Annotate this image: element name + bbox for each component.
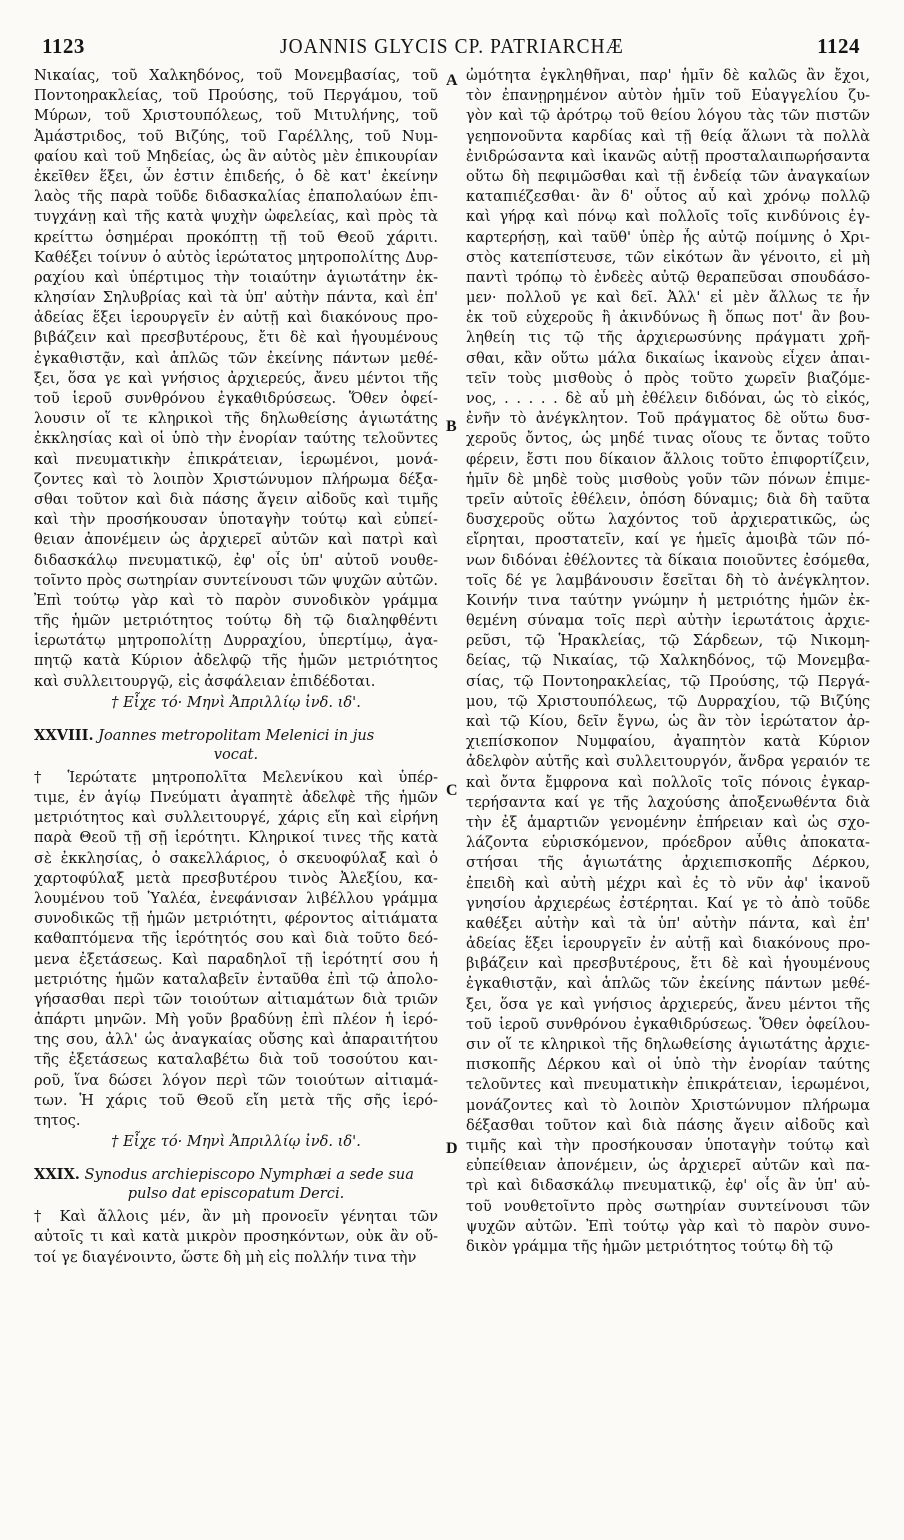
text-line: στήσαι τῆς ἁγιωτάτης ἀρχιεπισκοπῆς Δέρκου, <box>466 854 870 872</box>
section-title-cont: vocat. <box>213 745 259 763</box>
text-line: δυσχεροῦς οὕτω λαχόντος τοῦ ἀρχιερατικῶς, ὡς <box>466 511 870 529</box>
section-title-cont: pulso dat episcopatum Derci. <box>127 1185 345 1203</box>
text-line: κλησίαν Σηλυβρίας καὶ τὰ ὑπ' αὐτὴν πάντα, καὶ ἐπ' <box>34 289 438 307</box>
text-line: ξει, ὅσα γε καὶ γνήσιος ἀρχιερεύς, ἄνευ μέντοι τῆς <box>34 369 438 387</box>
section-number: XXIX. <box>34 1166 80 1184</box>
text-line: μετριότης ἡμῶν καταλαβεῖν ἐνταῦθα ἐπὶ τῷ ἀπολο- <box>34 970 438 988</box>
text-line: † Καὶ ἄλλοις μέν, ἂν μὴ προνοεῖν γένηται τῶν <box>34 1208 438 1226</box>
text-line: γνησίου ἀρχιερέως ἐστέρηται. Καί γε τὸ ἀπὸ τοῦδε <box>466 894 870 912</box>
text-line: λουμένου τοῦ Ὑαλέα, ἐνεφάνισαν λιβέλλου γράμμα <box>34 889 438 907</box>
text-line: συνοδικῶς τῇ ἡμῶν μετριότητι, φέροντος αἰτιάματα <box>34 910 438 928</box>
left-text-block-1 <box>34 66 438 692</box>
text-line: καρτερήσῃ, καὶ ταῦθ' ὑπὲρ ἧς αὐτῷ ποίμνης ὁ Χρι- <box>466 228 870 246</box>
text-line: στὸς κατεπίστευσε, τῶν εἰκότων ἂν γένοιτο, εἰ μὴ <box>466 248 870 266</box>
text-line: πισκοπῆς Δέρκου καὶ οἱ ὑπὸ τὴν ἐνορίαν ταύτης <box>466 1056 870 1074</box>
text-line: τυγχάνῃ καὶ τῆς κατὰ ψυχὴν ὠφελείας, καὶ πρὸς τὰ <box>34 208 438 226</box>
margin-marker-c: C <box>446 782 458 799</box>
text-line: νος, . . . . . δὲ αὖ μὴ ἐθέλειν διδόναι, ὡς τὸ εἰκός, <box>466 390 870 407</box>
text-line: ρεῦσι, τῷ Ἡρακλείας, τῷ Σάρδεων, τῷ Νικομη- <box>466 632 870 650</box>
text-line: τρεῖν αὐτοῖς ἐθέλειν, ὁπόση δύναμις; διὰ δὴ ταῦτα <box>466 490 870 508</box>
text-line: ἐνῆν τὸ ἀνέγκλητον. Τοῦ πράγματος δὲ οὕτω δυσ- <box>466 410 870 428</box>
text-line: ἐκκλησίας καὶ οἱ ὑπὸ τὴν ἐνορίαν ταύτης τελοῦντες <box>34 430 438 448</box>
text-line: εὐπείθειαν ἀπονέμειν, ὡς ἀρχιερεῖ αὐτῶν καὶ πα- <box>466 1157 870 1175</box>
text-line: ἐκ τοῦ εὐχεροῦς ἢ ἀκινδύνως ἢ ὅπως ποτ' ἂν βου- <box>466 309 870 327</box>
text-line: λάζοντα εὑρισκόμενον, πρόεδρον αὖθις ἀποκατα- <box>466 834 870 852</box>
text-line: χαρτοφύλαξ μετὰ πρεσβυτέρου τινὸς Ἀλεξίου, κα- <box>34 869 438 887</box>
text-line: τοῦ νουθετοῖντο πρὸς σωτηρίαν συντείνουσι τῶν <box>466 1197 870 1215</box>
text-line: νων διδόναι ἐθέλοντες τὰ δίκαια ποιοῦντες ἐσόμεθα, <box>466 551 870 569</box>
text-line: οὕτω δὴ πεφιμῶσθαι καὶ τῇ ἐνδείᾳ τῶν ἀναγκαίων <box>466 167 870 185</box>
text-line: τελοῦντες καὶ πνευματικὴν ἐπικράτειαν, ἱερωμένοι, <box>466 1076 870 1094</box>
text-line: γεηπονοῦντα καρδίας καὶ τῇ θείᾳ ἅλωνι τὰ πολλὰ <box>466 127 870 145</box>
text-line: βιβάζειν καὶ πρεσβυτέρους, ἔτι δὲ καὶ ἡγουμένους <box>34 329 438 347</box>
text-line: Ποντοηρακλείας, τοῦ Προύσης, τοῦ Περγάμου, τοῦ <box>34 87 438 105</box>
text-line: βιβάζειν καὶ πρεσβυτέρους, ἔτι δὲ καὶ ἡγουμένους <box>466 955 870 973</box>
text-line: χεροῦς ὄντος, ὡς μηδέ τινας οἵους τε ὄντας τοῦτο <box>466 430 870 448</box>
text-line: ἱερωτάτῳ μητροπολίτῃ Δυρραχίου, ὑπερτίμῳ, ἀγα- <box>34 632 438 650</box>
text-line: τοῖντο πρὸς σωτηρίαν συντείνουσι τῶν ψυχῶν αὐτῶν. <box>34 572 438 589</box>
text-line: λαὸς τῆς παρὰ τοῦδε διδασκαλίας ἐπαπολαύων ἐπι- <box>34 188 438 206</box>
text-line: πητῷ κατὰ Κύριον ἀδελφῷ τῆς ἡμῶν μετριότητος <box>34 652 438 670</box>
page-number-right: 1124 <box>817 34 860 58</box>
text-line: της σου, ἀλλ' ὡς ἀναγκαίας οὔσης καὶ ἀπαραιτήτου <box>34 1031 438 1049</box>
text-line: † Ἱερώτατε μητροπολῖτα Μελενίκου καὶ ὑπέρ- <box>34 768 438 786</box>
text-line: σιν οἵ τε κληρικοὶ τῆς δηλωθείσης ἁγιωτάτης ἀρχιε- <box>466 1036 870 1053</box>
text-line: τοῦ ἱεροῦ συνθρόνου ἐγκαθιδρύσεως. Ὅθεν ὀφείλου- <box>466 1015 870 1033</box>
text-line: θειαν ἀπονέμειν ὡς ἀρχιερεῖ αὐτῶν καὶ πατρὶ καὶ <box>34 531 438 549</box>
running-title: JOANNIS GLYCIS CP. PATRIARCHÆ <box>280 34 624 58</box>
text-line: ἐκεῖθεν ἕξει, ὧν ἐστιν ἐπιδεής, ὁ δὲ κατ' ἐκείνην <box>34 167 438 185</box>
text-line: Νικαίας, τοῦ Χαλκηδόνος, τοῦ Μονεμβασίας, τοῦ <box>34 67 438 84</box>
text-line: τοῦ ἱεροῦ συνθρόνου ἐγκαθιδρύσεως. Ὅθεν ὀφεί- <box>34 390 438 407</box>
text-line: τὸν ἐπανῃρημένον αὐτὸν ἡμῖν τοῦ Εὐαγγελίου ζυ- <box>466 87 870 105</box>
text-line: τιμε, ἐν ἁγίῳ Πνεύματι ἀγαπητὲ ἀδελφὲ τῆς ἡμῶν <box>34 789 438 806</box>
text-line: μου, τῷ Χριστουπόλεως, τῷ Δυρραχίου, τῷ Βιζύης <box>466 692 870 710</box>
text-line: ἀδείας ἕξει ἱερουργεῖν ἐν αὐτῇ καὶ διακόνους προ- <box>34 309 438 327</box>
text-line: τεῖν τοὺς μισθοὺς ὁ πρὸς τοῦτο χωρεῖν βιαζόμε- <box>466 369 870 387</box>
text-line: διδασκάλῳ πνευματικῷ, ἐφ' οἷς ὑπ' αὐτοῦ νουθε- <box>34 551 438 569</box>
text-line: ἐγκαθιστᾷν, καὶ ἁπλῶς τῶν ἐκείνης πάντων μεθέ- <box>466 975 870 993</box>
left-text-block-2 <box>34 768 438 1131</box>
text-line: δικὸν γράμμα τῆς ἡμῶν μετριότητος τούτῳ δὴ τῷ <box>466 1237 833 1255</box>
text-line: εἴρηται, προστατεῖν, καί γε ἡμεῖς ἀμοιβὰ τῶν πό- <box>466 531 870 549</box>
text-line: φαίου καὶ τοῦ Μηδείας, ὡς ἂν αὐτὸς μὲν ἐπικουρίαν <box>34 147 438 165</box>
right-text-block <box>466 66 870 1257</box>
right-column <box>466 66 870 1257</box>
text-line: Καθέξει τοίνυν ὁ αὐτὸς ἱερώτατος μητροπολίτης Δυρ- <box>34 248 438 266</box>
text-line: τητος. <box>34 1112 81 1129</box>
section-title: Joannes metropolitam Melenici in jus <box>98 726 375 744</box>
text-line: τρὶ καὶ διδασκάλῳ πνευματικῷ, ἐφ' οἷς ἂν ὑπ' αὐ- <box>466 1177 870 1195</box>
section-title: Synodus archiepiscopo Nymphæi a sede sua <box>84 1166 414 1184</box>
text-line: ξει, ὅσα γε καὶ γνήσιος ἀρχιερεύς, ἄνευ μέντοι τῆς <box>466 995 870 1013</box>
text-line: ὠμότητα ἐγκληθῆναι, παρ' ἡμῖν δὲ καλῶς ἂν ἔχοι, <box>466 67 870 84</box>
text-line: ραχίου καὶ ὑπέρτιμος τὴν τοιαύτην ἁγιωτάτην ἐκ- <box>34 268 438 286</box>
text-line: δέξασθαι τοῦτον καὶ διὰ πάσης ἄγειν αἰδοῦς καὶ <box>466 1116 870 1134</box>
text-line: μετριότητος καὶ συλλειτουργέ, χάρις εἴη καὶ εἰρήνη <box>34 809 438 827</box>
margin-marker-a: A <box>446 72 458 89</box>
text-line: ροῦ, ἵνα δώσει λόγον περὶ τῶν τοιούτων αἰτιαμά- <box>34 1071 438 1089</box>
text-line: γήσασθαι περὶ τῶν τοιούτων αἰτιαμάτων διὰ τριῶν <box>34 990 438 1008</box>
page-header <box>34 14 870 58</box>
text-line: ἐνιδρώσαντα καὶ ἱκανῶς αὐτῇ προσταλαιπωρήσαντα <box>466 147 870 165</box>
section-heading-28 <box>34 726 438 764</box>
text-line: παντὶ τρόπῳ τὸ ἐνδεὲς αὐτῷ θεραπεῦσαι σπουδάσο- <box>466 268 870 286</box>
text-line: καθαπτόμενα τῆς ἱερότητός σου καὶ διὰ τοῦτο δεό- <box>34 930 438 948</box>
text-line: μενα ἐξετάσεως. Καὶ παραδηλοῖ τῇ ἱερότητί σου ἡ <box>34 950 438 968</box>
text-line: Μύρων, τοῦ Χριστουπόλεως, τοῦ Μιτυλήνης, τοῦ <box>34 107 438 125</box>
text-line: ἀδελφὸν αὐτῆς καὶ συλλειτουργόν, ἄνδρα γεραιόν τε <box>466 753 870 771</box>
text-line: Κοινήν τινα ταύτην γνώμην ἡ μετριότης ἡμῶν ἐκ- <box>466 591 870 609</box>
page-number-left: 1123 <box>42 34 85 58</box>
text-line: φέρειν, ἔστι που δίκαιον ἄλλοις τοῦτο ἐπιφορτίζειν, <box>466 450 870 468</box>
text-line: γὸν καὶ τῷ ἀρότρῳ τοῦ θείου λόγου τὰς τῶν πιστῶν <box>466 107 870 125</box>
text-line: ζοντες καὶ τὸ λοιπὸν Χριστώνυμον πλήρωμα δέξα- <box>34 470 438 488</box>
text-line: αὐτοῖς τι καὶ κατὰ μικρὸν προσηκόντων, οὐκ ἂν οὔ- <box>34 1228 438 1246</box>
section-number: XXVIII. <box>34 726 94 744</box>
text-line: δείας, τῷ Νικαίας, τῷ Χαλκηδόνος, τῷ Μονεμβα- <box>466 652 870 670</box>
text-line: καὶ συλλειτουργῷ, εἰς ἀσφάλειαν ἐπιδέδοται. <box>34 672 376 690</box>
text-line: καταπιέζεσθαι· ἂν δ' οὗτος αὖ καὶ χρόνῳ πολλῷ <box>466 188 870 206</box>
text-line: τερήσαντα καί γε τῆς λαχούσης ἀποξενωθέντα διὰ <box>466 793 870 811</box>
text-line: Ἀμάστριδος, τοῦ Βιζύης, τοῦ Γαρέλλης, τοῦ Νυμ- <box>34 127 438 145</box>
text-line: καὶ πνευματικὴν ἐπικράτειαν, ἱερωμένοι, μονά- <box>34 450 438 468</box>
text-line: καὶ γήρᾳ καὶ πόνῳ καὶ πολλοῖς τοῖς κινδύνοις ἐγ- <box>466 208 870 226</box>
text-line: καὶ τῷ Κίου, δεῖν ἔγνω, ὡς ἂν τὸν ἱερώτατον ἀρ- <box>466 713 870 730</box>
text-line: σθαι, κἂν οὕτω μάλα δικαίως ἱκανοὺς εἶχεν ἀπαι- <box>466 349 870 367</box>
text-line: μεν· πολλοῦ γε καὶ δεῖ. Ἀλλ' εἰ μὲν ἄλλως τε ἦν <box>466 289 870 307</box>
text-line: των. Ἡ χάρις τοῦ Θεοῦ εἴη μετὰ τῆς σῆς ἱερό- <box>34 1091 438 1109</box>
text-line: σίας, τῷ Ποντοηρακλείας, τῷ Προύσης, τῷ Περγά- <box>466 672 870 690</box>
text-line: ἐπειδὴ καὶ αὐτὴ μέχρι καὶ ἐς τὸ νῦν ἀφ' ἱκανοῦ <box>466 874 870 892</box>
text-line: μονάζοντες καὶ τὸ λοιπὸν Χριστώνυμον πλήρωμα <box>466 1096 870 1114</box>
text-line: ἡμῖν δὲ μηδὲ τοὺς μισθοὺς γοῦν τῶν πόνων ἐπιμε- <box>466 470 870 488</box>
text-line: ἀπάρτι μηνῶν. Μὴ γοῦν βραδύνῃ ἐπὶ πλέον ἡ ἱερό- <box>34 1011 438 1029</box>
text-line: τιμῆς καὶ τὴν προσήκουσαν ὑποταγὴν τούτῳ καὶ <box>466 1136 870 1154</box>
letter-date-1: † Εἶχε τό· Μηνὶ Ἀπριλλίῳ ἰνδ. ιδ'. <box>111 693 361 711</box>
text-line: τὴν ἐξ ἁμαρτιῶν γενομένην ἐπήρειαν καὶ ὡς σχο- <box>466 813 870 831</box>
text-line: θεμένη σύναμα τοῖς περὶ αὐτὴν ἱερωτάτοις ἀρχιε- <box>466 612 870 630</box>
text-line: ψυχῶν αὐτῶν. Ἐπὶ τούτῳ γὰρ καὶ τὸ παρὸν συνο- <box>466 1217 870 1235</box>
margin-marker-b: B <box>446 418 457 435</box>
text-line: σθαι τοῦτον καὶ διὰ πάσης ἄγειν αἰδοῦς καὶ τιμῆς <box>34 490 438 508</box>
text-line: καθέξει αὐτὴν καὶ τὰ ὑπ' αὐτὴν πάντα, καὶ ἐπ' <box>466 914 870 932</box>
text-line: Ἐπὶ τούτῳ γὰρ καὶ τὸ παρὸν συνοδικὸν γράμμα <box>34 591 438 609</box>
margin-marker-d: D <box>446 1140 458 1157</box>
text-line: τῆς ἐξετάσεως καταλαβέτω διὰ τοῦ τοσούτου και- <box>34 1051 438 1069</box>
text-line: ἀδείας ἕξει ἱερουργεῖν ἐν αὐτῇ καὶ διακόνους προ- <box>466 935 870 953</box>
text-line: λουσιν οἵ τε κληρικοὶ τῆς δηλωθείσης ἁγιωτάτης <box>34 410 438 428</box>
left-text-block-3 <box>34 1207 438 1268</box>
text-line: καὶ ὄντα ἔμφρονα καὶ πολλοῖς τοῖς πόνοις ἐγκαρ- <box>466 773 870 791</box>
left-column <box>34 66 438 1268</box>
text-line: παρὰ Θεοῦ τῇ σῇ ἱερότητι. Κληρικοί τινες τῆς κατὰ <box>34 829 438 847</box>
text-line: τῆς ἡμῶν μετριότητος τούτῳ δὴ τῷ διαληφθέντι <box>34 612 438 630</box>
text-line: τοί γε διαγένοιντο, ὥστε δὴ μὴ εἰς πολλήν τινα τὴν <box>34 1248 417 1266</box>
letter-date-2: † Εἶχε τό· Μηνὶ Ἀπριλλίῳ ἰνδ. ιδ'. <box>111 1133 361 1151</box>
text-line: καὶ τὴν προσήκουσαν ὑποταγὴν τούτῳ καὶ εὐπεί- <box>34 511 438 529</box>
section-heading-29 <box>34 1165 438 1203</box>
text-line: σὲ ἐκκλησίας, ὁ σακελλάριος, ὁ σκευοφύλαξ καὶ ὁ <box>34 849 438 867</box>
text-line: κρείττω ὁσημέραι προκόπτῃ τῇ τοῦ Θεοῦ χάριτι. <box>34 228 438 246</box>
text-line: τοῖς δέ γε λαμβάνουσιν ἔσεῖται δὴ τὸ ἀνέγκλητον. <box>466 571 870 589</box>
text-line: χιεπίσκοπον Νυμφαίου, ἀγαπητὸν κατὰ Κύριον <box>466 733 870 751</box>
text-line: ἐγκαθιστᾷν, καὶ ἁπλῶς τῶν ἐκείνης πάντων μεθέ- <box>34 349 438 367</box>
text-line: ληθείη τις τῷ τῆς ἀρχιερωσύνης πράγματι χρῆ- <box>466 329 870 347</box>
